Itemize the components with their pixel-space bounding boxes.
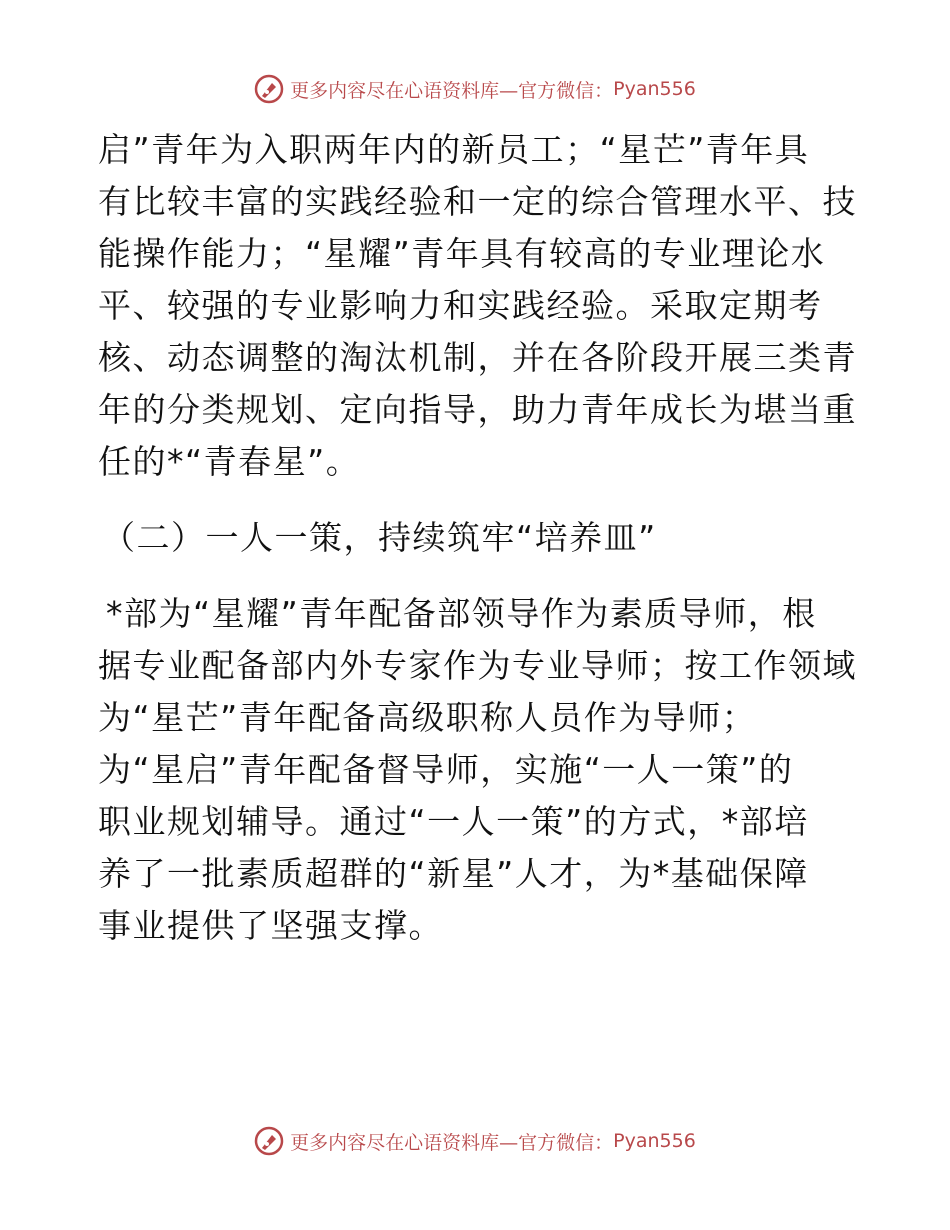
text-line: 有比较丰富的实践经验和一定的综合管理水平、技: [98, 182, 857, 221]
section-heading: （二）一人一策，持续筑牢“培养皿”: [102, 518, 657, 557]
text-line: 任的*“青春星”。: [98, 442, 361, 481]
text-line: 启”青年为入职两年内的新员工；“星芒”青年具: [98, 130, 810, 169]
pen-nib-icon: [254, 1126, 284, 1156]
document-body: [98, 124, 858, 952]
watermark-text: 更多内容尽在心语资料库—官方微信：: [290, 1131, 614, 1154]
text-line: *部为“星耀”青年配备部领导作为素质导师，根: [106, 594, 817, 633]
paragraph-levels: [98, 124, 858, 488]
watermark-header: [0, 74, 950, 104]
text-line: 养了一批素质超群的“新星”人才，为*基础保障: [98, 854, 809, 893]
pen-nib-icon: [254, 74, 284, 104]
watermark-handle: Pyan556: [613, 78, 696, 100]
paragraph-mentors: [98, 588, 858, 952]
watermark-footer: [0, 1126, 950, 1156]
text-line: 为“星启”青年配备督导师，实施“一人一策”的: [98, 750, 794, 789]
text-line: 能操作能力；“星耀”青年具有较高的专业理论水: [98, 234, 826, 273]
text-line: 核、动态调整的淘汰机制，并在各阶段开展三类青: [98, 338, 857, 377]
text-line: 平、较强的专业影响力和实践经验。采取定期考: [98, 286, 823, 325]
text-line: 职业规划辅导。通过“一人一策”的方式，*部培: [98, 802, 809, 841]
text-line: 为“星芒”青年配备高级职称人员作为导师；: [98, 698, 757, 737]
text-line: 年的分类规划、定向指导，助力青年成长为堪当重: [98, 390, 857, 429]
text-line: 事业提供了坚强支撑。: [98, 906, 443, 945]
watermark-handle: Pyan556: [613, 1130, 696, 1152]
text-line: 据专业配备部内外专家作为专业导师；按工作领域: [98, 646, 857, 685]
watermark-text: 更多内容尽在心语资料库—官方微信：: [290, 79, 614, 102]
